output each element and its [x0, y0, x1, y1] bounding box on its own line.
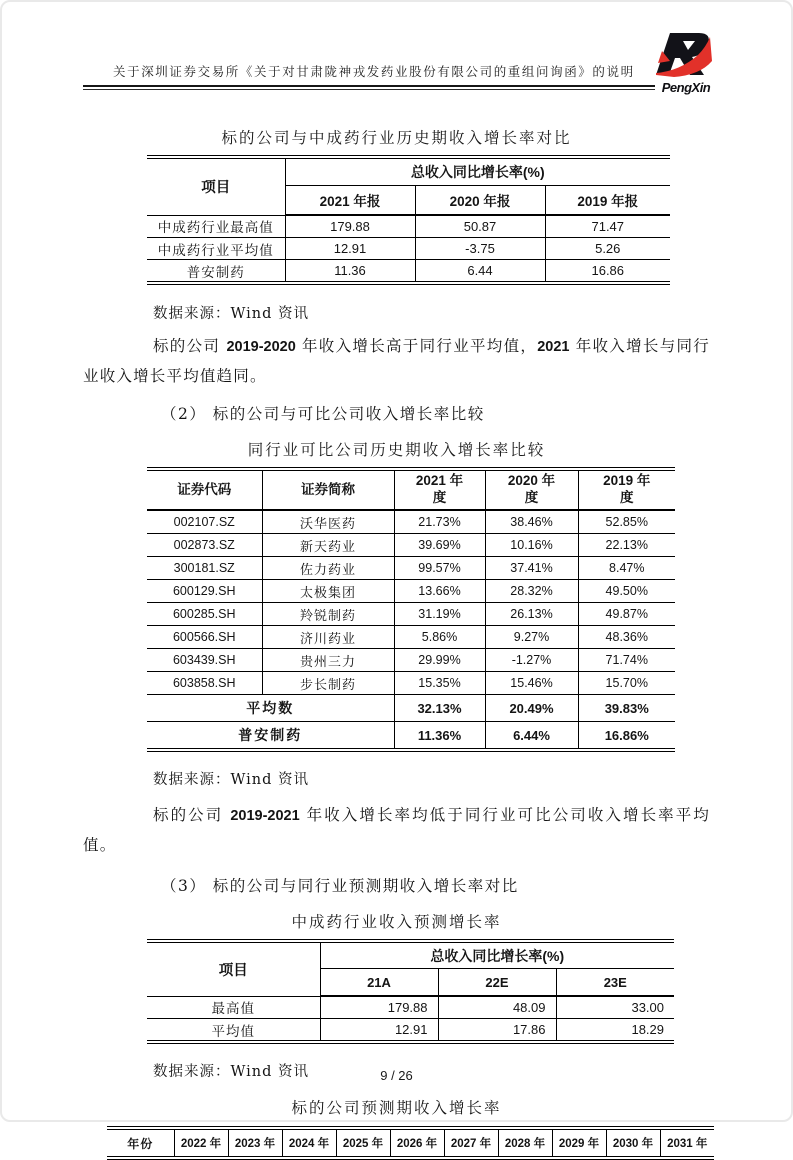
- table-row: [147, 941, 674, 969]
- cell: 新天药业: [262, 534, 394, 557]
- cell: 37.41%: [485, 557, 578, 580]
- cell: 22.13%: [578, 534, 675, 557]
- header-line: 2021 年: [415, 473, 464, 489]
- column-header: 2023 年: [228, 1128, 282, 1158]
- table-row: [147, 580, 675, 603]
- table-row: [147, 996, 674, 1019]
- row-label: 中成药行业平均值: [147, 238, 285, 260]
- cell: 39.83%: [578, 695, 675, 722]
- table-row: [147, 672, 675, 695]
- table-row: [147, 157, 670, 186]
- paragraph-number: 2021: [537, 339, 570, 355]
- header-line: 度: [620, 490, 634, 505]
- cell: 002873.SZ: [147, 534, 262, 557]
- column-header: 21A: [320, 969, 438, 997]
- table-row: [147, 260, 670, 284]
- table-row: [147, 215, 670, 238]
- cell: 5.86%: [394, 626, 485, 649]
- column-header: [394, 469, 485, 510]
- cell: 17.86: [438, 1019, 556, 1043]
- cell: 39.69%: [394, 534, 485, 557]
- document-page: [2, 2, 791, 1160]
- column-header: 2030 年: [606, 1128, 660, 1158]
- row-label: 普安制药: [147, 260, 285, 284]
- document-header-title: 关于深圳证券交易所《关于对甘肃陇神戎发药业股份有限公司的重组问询函》的说明: [113, 64, 635, 79]
- pengxin-logo-text: PengXin: [661, 80, 711, 95]
- column-header: 项目: [147, 157, 285, 215]
- cell: 11.36%: [394, 722, 485, 751]
- cell: 179.88: [320, 996, 438, 1019]
- page-number: 9 / 26: [380, 1068, 413, 1083]
- cell: 沃华医药: [262, 510, 394, 534]
- column-header: 2021 年报: [285, 186, 415, 216]
- table-row: [147, 603, 675, 626]
- cell: 26.13%: [485, 603, 578, 626]
- row-label: 中成药行业最高值: [147, 215, 285, 238]
- column-header: 2029 年: [552, 1128, 606, 1158]
- cell: 49.87%: [578, 603, 675, 626]
- cell: 29.99%: [394, 649, 485, 672]
- row-label: 最高值: [147, 996, 320, 1019]
- table-title-target-forecast: 标的公司预测期收入增长率: [291, 1099, 502, 1117]
- paragraph-text: 标的公司: [153, 806, 231, 824]
- column-header: 年份: [107, 1128, 174, 1158]
- column-header: 2027 年: [444, 1128, 498, 1158]
- table-row: [147, 557, 675, 580]
- table-row: [147, 722, 675, 751]
- industry-history-table: [147, 155, 670, 285]
- cell: -3.75: [415, 238, 545, 260]
- cell: 16.86: [545, 260, 670, 284]
- cell: 52.85%: [578, 510, 675, 534]
- column-header: 2022 年: [174, 1128, 228, 1158]
- cell: 15.70%: [578, 672, 675, 695]
- row-label: 平均值: [147, 1019, 320, 1043]
- cell: 步长制药: [262, 672, 394, 695]
- table-row: [107, 1128, 714, 1158]
- cell: 50.87: [415, 215, 545, 238]
- cell: 600285.SH: [147, 603, 262, 626]
- data-source-note: 数据来源：Wind 资讯: [153, 772, 310, 788]
- cell: 33.00: [556, 996, 674, 1019]
- paragraph-text: 年收入增长与同行业收入增长平均值趋同。: [83, 337, 710, 385]
- body-paragraph: [83, 801, 710, 860]
- paragraph-text: 年收入增长高于同行业平均值，: [295, 337, 538, 355]
- data-source-note: 数据来源：Wind 资讯: [153, 1064, 310, 1080]
- header-divider: [83, 85, 655, 90]
- cell: 600129.SH: [147, 580, 262, 603]
- header-line: 2019 年: [603, 473, 651, 489]
- cell: 12.91: [320, 1019, 438, 1043]
- column-header: 2025 年: [336, 1128, 390, 1158]
- industry-forecast-table: [147, 939, 674, 1044]
- cell: 71.74%: [578, 649, 675, 672]
- header-line: 度: [432, 490, 447, 505]
- column-header: 2031 年: [660, 1128, 714, 1158]
- cell: 15.35%: [394, 672, 485, 695]
- column-header: 证券简称: [262, 469, 394, 510]
- column-header: [578, 469, 675, 510]
- cell: -1.27%: [485, 649, 578, 672]
- cell: 18.29: [556, 1019, 674, 1043]
- cell: 12.91: [285, 238, 415, 260]
- cell: 13.66%: [394, 580, 485, 603]
- pengxin-logo-icon: [654, 32, 718, 82]
- cell: 179.88: [285, 215, 415, 238]
- table-row: [147, 534, 675, 557]
- cell: 99.57%: [394, 557, 485, 580]
- group-header: 总收入同比增长率(%): [320, 941, 674, 969]
- table-row: [147, 626, 675, 649]
- cell: 羚锐制药: [262, 603, 394, 626]
- section-heading-3: （3） 标的公司与同行业预测期收入增长率对比: [161, 877, 519, 895]
- row-label: 平均数: [147, 695, 394, 722]
- cell: 9.27%: [485, 626, 578, 649]
- cell: 11.36: [285, 260, 415, 284]
- table-title-industry-forecast: 中成药行业收入预测增长率: [291, 913, 502, 931]
- column-header: 2024 年: [282, 1128, 336, 1158]
- page-header: [83, 2, 710, 90]
- table-row: [147, 238, 670, 260]
- cell: 300181.SZ: [147, 557, 262, 580]
- table-row: [147, 695, 675, 722]
- cell: 48.36%: [578, 626, 675, 649]
- cell: 71.47: [545, 215, 670, 238]
- cell: 28.32%: [485, 580, 578, 603]
- cell: 600566.SH: [147, 626, 262, 649]
- column-header: [485, 469, 578, 510]
- column-header: 2028 年: [498, 1128, 552, 1158]
- paragraph-text: 标的公司: [153, 337, 227, 355]
- paragraph-text: 年收入增长率均低于同行业可比公司收入增长率平均值。: [83, 806, 710, 854]
- cell: 15.46%: [485, 672, 578, 695]
- header-line: 2020 年: [507, 473, 556, 489]
- data-source-note: 数据来源：Wind 资讯: [153, 306, 310, 322]
- cell: 6.44: [415, 260, 545, 284]
- column-header: 2020 年报: [415, 186, 545, 216]
- cell: 6.44%: [485, 722, 578, 751]
- table-row: [147, 649, 675, 672]
- pengxin-logo: [645, 32, 727, 95]
- paragraph-number: 2019-2021: [230, 808, 300, 824]
- cell: 10.16%: [485, 534, 578, 557]
- cell: 8.47%: [578, 557, 675, 580]
- cell: 佐力药业: [262, 557, 394, 580]
- table-row: [147, 1019, 674, 1043]
- cell: 贵州三力: [262, 649, 394, 672]
- cell: 38.46%: [485, 510, 578, 534]
- cell: 32.13%: [394, 695, 485, 722]
- table-title-peers-history: 同行业可比公司历史期收入增长率比较: [247, 441, 546, 459]
- cell: 5.26: [545, 238, 670, 260]
- section-heading-2: （2） 标的公司与可比公司收入增长率比较: [161, 405, 485, 423]
- cell: 20.49%: [485, 695, 578, 722]
- cell: 16.86%: [578, 722, 675, 751]
- column-header: 项目: [147, 941, 320, 996]
- column-header: 22E: [438, 969, 556, 997]
- cell: 49.50%: [578, 580, 675, 603]
- cell: 48.09: [438, 996, 556, 1019]
- cell: 603858.SH: [147, 672, 262, 695]
- cell: 太极集团: [262, 580, 394, 603]
- cell: 603439.SH: [147, 649, 262, 672]
- cell: 21.73%: [394, 510, 485, 534]
- row-label: 普安制药: [147, 722, 394, 751]
- table-row: [147, 469, 675, 510]
- target-forecast-table: [107, 1126, 714, 1160]
- column-header: 证券代码: [147, 469, 262, 510]
- cell: 31.19%: [394, 603, 485, 626]
- column-header: 2026 年: [390, 1128, 444, 1158]
- cell: 济川药业: [262, 626, 394, 649]
- column-header: 2019 年报: [545, 186, 670, 216]
- group-header: 总收入同比增长率(%): [285, 157, 670, 186]
- table-row: [147, 510, 675, 534]
- peers-history-table: [147, 467, 675, 752]
- paragraph-number: 2019-2020: [226, 339, 296, 355]
- table-title-industry-history: 标的公司与中成药行业历史期收入增长率对比: [221, 129, 572, 147]
- header-line: 度: [524, 490, 539, 505]
- cell: 002107.SZ: [147, 510, 262, 534]
- column-header: 23E: [556, 969, 674, 997]
- body-paragraph: [83, 332, 710, 391]
